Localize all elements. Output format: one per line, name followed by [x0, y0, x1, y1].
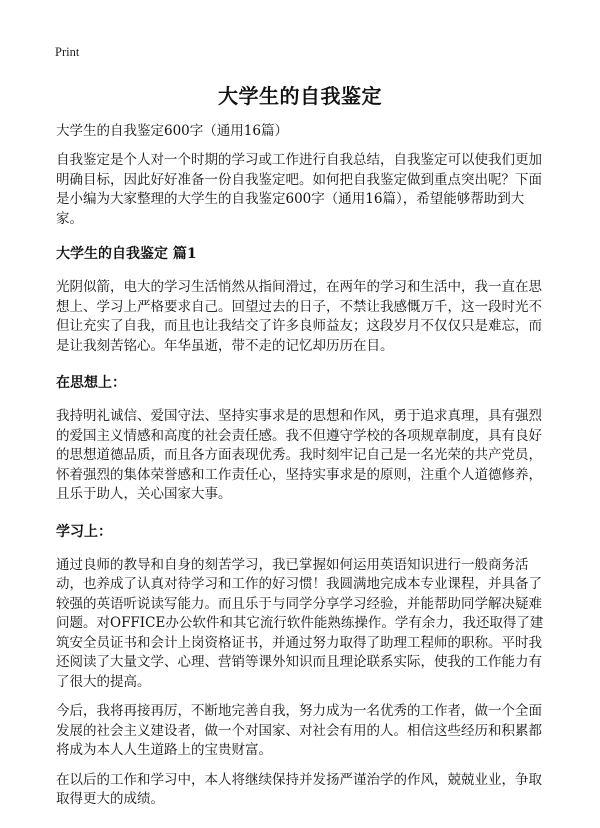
- section-body-study: 通过良师的教导和自身的刻苦学习，我已掌握如何运用英语知识进行一般商务活动，也养成了认真对待学习和工作的好习惯！我圆满地完成本专业课程，并具备了较强的英语听说读写能力。而且乐于与同学分享学习经验，并能帮助同学解决疑难问题。对OFFICE办公软件和其它流行软件能熟练操作。学有余力，我还取得了建筑安全员证书和会计上岗资格证书，并通过努力取得了助理工程师的职称。平时我还阅读了大量文学、心理、营销等课外知识而且理论联系实际，使我的工作能力有了很大的提高。: [56, 556, 544, 690]
- section-heading-study: 学习上：: [56, 523, 112, 540]
- opening-paragraph: 光阴似箭，电大的学习生活悄然从指间滑过，在两年的学习和生活中，我一直在思想上、学习上严格要求自己。回望过去的日子，不禁让我感慨万千，这一段时光不但让充实了自我，而且也让我结交了许多良师益友；这段岁月不仅仅只是难忘，而是让我刻苦铭心。年华虽逝，带不走的记忆却历历在目。: [56, 279, 542, 354]
- document-body: [56, 121, 546, 820]
- page-title: 大学生的自我鉴定: [218, 84, 382, 108]
- section-body-thought: 我持明礼诚信、爱国守法、坚持实事求是的思想和作风，勇于追求真理，具有强烈的爱国主义情感和高度的社会责任感。我不但遵守学校的各项规章制度，具有良好的思想道德品质，而且各方面表现优秀。我时刻牢记自己是一名光荣的共产党员，怀着强烈的集体荣誉感和工作责任心，坚持实事求是的原则，注重个人道德修养，且乐于助人，关心国家大事。: [56, 408, 542, 502]
- section-heading-thought: 在思想上：: [56, 375, 126, 391]
- closing-paragraph-2: 在以后的工作和学习中，本人将继续保持并发扬严谨治学的作风，兢兢业业，争取取得更大的成绩。: [56, 771, 542, 807]
- document-subtitle: 大学生的自我鉴定600字（通用16篇）: [56, 123, 288, 139]
- closing-paragraph-1: 今后，我将再接再厉，不断地完善自我，努力成为一名优秀的工作者，做一个全面发展的社会主义建设者，做一个对国家、对社会有用的人。相信这些经历和积累都将成为本人人生道路上的宝贵财富。: [56, 703, 542, 758]
- intro-paragraph: 自我鉴定是个人对一个时期的学习或工作进行自我总结，自我鉴定可以使我们更加明确目标，因此好好准备一份自我鉴定吧。如何把自我鉴定做到重点突出呢？下面是小编为大家整理的大学生的自我鉴定600字（通用16篇），希望能够帮助到大家。: [56, 152, 542, 227]
- print-link[interactable]: Print: [55, 45, 80, 59]
- article-heading: 大学生的自我鉴定 篇1: [56, 246, 197, 262]
